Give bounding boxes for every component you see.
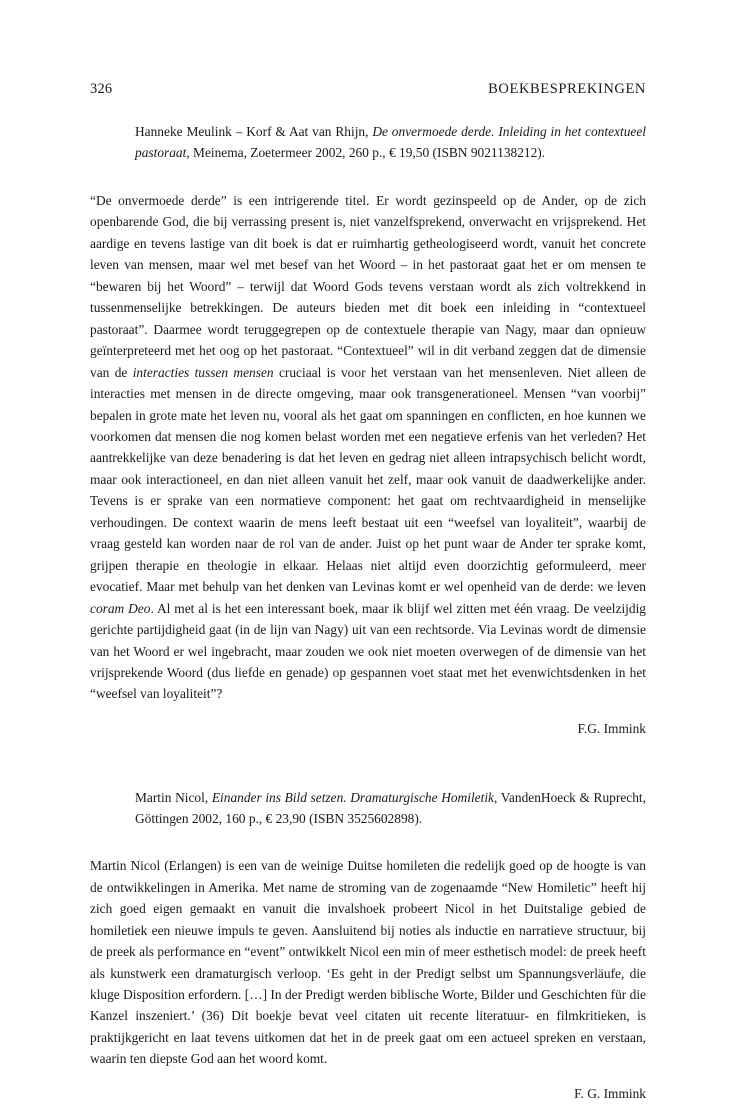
section-title: BOEKBESPREKINGEN <box>488 81 646 97</box>
review1-citation-authors: Hanneke Meulink – Korf & Aat van Rhijn, <box>135 124 373 139</box>
review-meulink-korf <box>90 121 646 739</box>
review2-citation <box>135 787 646 829</box>
review1-body-part3: . Al met al is het een interessant boek, maar ik blijf wel zitten met één vraag. De veelzijdig gerichte partijdigheid gaat (in de lijn van Nagy) uit van een rechtsorde. Via Levinas wordt de dimensie van het Woord er wel ingebracht, maar zouden we ook niet moeten overwegen of de dimensie van het vrijsprekende Woord (dus liefde en genade) op gespannen voet staat met het evenwichtsdenken in het “weefsel van loyaliteit”? <box>90 600 646 702</box>
running-header <box>90 78 646 100</box>
review1-body-part1: “De onvermoede derde” is een intrigerende titel. Er wordt gezinspeeld op de Ander, op de zich openbarende God, die bij verrassing present is, niet vanzelfsprekend, onverwacht en vrijsprekend. Het aardige en tevens lastige van dit boek is dat er ruimhartig getheologiseerd wordt, vanuit het concrete leven van mensen, maar wel met besef van het Woord – in het pastoraat gaat het er om mensen te “bewaren bij het Woord” – terwijl dat Woord Gods tevens verstaan wordt als zich voltrekkend in tussenmenselijke betrekkingen. De auteurs bieden met dit boek een inleiding in “contextueel pastoraat”. Daarmee wordt teruggegrepen op de contextuele therapie van Nagy, maar dan opnieuw geïnterpreteerd met het oog op het pastoraat. “Contextueel” wil in dit verband zeggen dat de dimensie van de <box>90 193 646 380</box>
review1-body-italic1: interacties tussen mensen <box>132 364 274 380</box>
review2-citation-title: Einander ins Bild setzen. Dramaturgische Homiletik <box>211 790 494 806</box>
review1-citation <box>135 121 646 163</box>
page-number: 326 <box>90 81 113 97</box>
review1-body-italic2: coram Deo <box>90 600 151 616</box>
review1-body <box>90 190 646 705</box>
review2-citation-details: , VandenHoeck & Ruprecht, Göttingen 2002, 160 p., € 23,90 (ISBN 3525602898). <box>135 790 646 827</box>
review1-citation-title: De onvermoede derde. Inleiding in het contextueel pastoraat <box>135 124 646 160</box>
review1-signature: F.G. Immink <box>577 721 646 737</box>
review2-body: Martin Nicol (Erlangen) is een van de weinige Duitse homileten die redelijk goed op de hoogte is van de ontwikkelingen in Amerika. Met name de stroming van de zogenaamde “New Homiletic” heeft hij zich goed eigen gemaakt en vanuit die invalshoek probeert Nicol in het Duitstalige gebied de homiletiek een nieuwe impuls te geven. Aansluitend bij noties als inductie en narratieve structuur, bij de preek als performance en “event” ontwikkelt Nicol een min of meer esthetisch model: de preek heeft als kunstwerk een dramaturgisch verloop. ‘Es geht in der Predigt selbst um Spannungsverläufe, die kluge Disposition erfordern. […] In der Predigt werden biblische Worte, Bilder und Geschichten für die Kanzel inszeniert.’ (36) Dit boekje bevat veel citaten uit recente literatuur- en filmkritieken, is praktijkgericht en laat tevens uitkomen dat het in de preek gaat om een actueel spreken en verstaan, waarin ten diepste God aan het woord komt. <box>90 858 646 1067</box>
review2-signature: F. G. Immink <box>574 1086 646 1102</box>
review-nicol <box>90 787 646 1104</box>
review2-citation-authors: Martin Nicol, <box>135 790 212 806</box>
review1-citation-details: , Meinema, Zoetermeer 2002, 260 p., € 19,50 (ISBN 9021138212). <box>186 145 546 160</box>
book-review-page <box>90 78 646 1104</box>
review1-body-part2: cruciaal is voor het verstaan van het mensenleven. Niet alleen de interacties met mensen in de directe omgeving, maar ook transgenerationeel. Mensen “van voorbij” bepalen in grote mate het leven nu, vooral als het gaat om spanningen en conflicten, en hoe kunnen we voorkomen dat mensen die nog komen belast worden met een negatieve erfenis van het verleden? Het aantrekkelijke van deze benadering is dat het leven en gedrag niet alleen intrapsychisch belicht wordt, maar ook interactioneel, en dan niet alleen vanuit het zelf, maar ook vanuit de daadwerkelijke ander. Tevens is er sprake van een normatieve component: het gaat om rechtvaardigheid in menselijke verhoudingen. De context waarin de mens leeft bestaat uit een “weefsel van loyaliteit”, waarbij de vraag gesteld kan worden naar de rol van de ander. Juist op het punt waar de Ander ter sprake komt, grijpen therapie en theologie in elkaar. Helaas niet altijd even doorzichtig geformuleerd, meer evocatief. Maar met behulp van het denken van Levinas komt er wel openheid van de derde: we leven <box>90 364 646 595</box>
